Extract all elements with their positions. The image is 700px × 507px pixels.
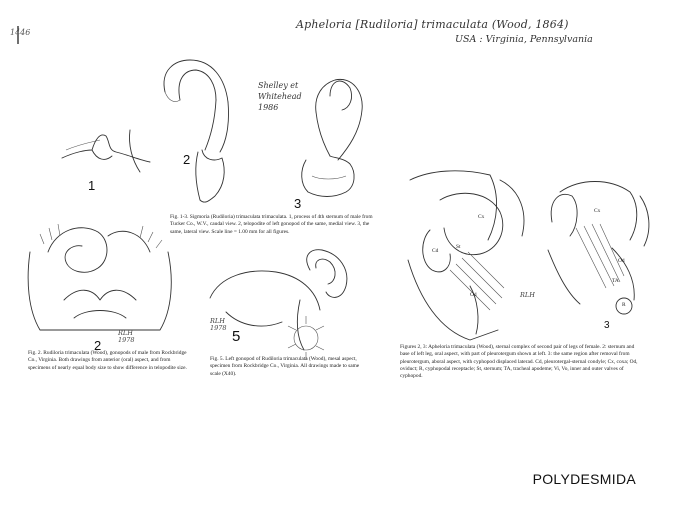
label-r: R xyxy=(622,302,626,308)
fig-number-5: 5 xyxy=(232,328,241,345)
initials-rlh-c: RLH xyxy=(520,291,535,299)
label-ta: TA xyxy=(612,278,619,284)
fig-number-2: 2 xyxy=(183,152,191,167)
label-od-left: Od xyxy=(470,292,477,298)
fig-number-3c: 3 xyxy=(604,320,610,331)
caption-fig1-3: Fig. 1-3. Sigmoria (Rudiloria) trimaculata trimaculata. 1, process of 4th sternum of male from Tucker Co., W.V., caudal view. 2, telopodite of left gonopod of the same, medial view. 3, the same, lateral view. Scale line = 1.00 mm for all figures. xyxy=(170,214,373,235)
initials-rlh-a: RLH 1978 xyxy=(118,329,135,344)
fig3c-sternal-complex-aboral-drawing xyxy=(548,182,649,315)
fig-number-3: 3 xyxy=(294,196,302,211)
label-cx-left: Cx xyxy=(478,214,485,220)
shelley-annotation: Shelley et Whitehead 1986 xyxy=(258,81,302,112)
fig5-gonopod-mesal-drawing xyxy=(210,250,347,360)
initials-rlh-b: RLH 1978 xyxy=(210,317,227,332)
order-footer: POLYDESMIDA xyxy=(532,471,636,487)
margin-note: 1446 xyxy=(10,28,31,37)
locality-header: USA : Virginia, Pennsylvania xyxy=(455,34,593,45)
fig2c-sternal-complex-oral-drawing xyxy=(408,171,524,340)
label-cx-right: Cx xyxy=(594,208,601,214)
taxon-header: Apheloria [Rudiloria] trimaculata (Wood, 1864) xyxy=(296,18,569,31)
fig2b-gonopod-pair-drawing xyxy=(28,224,171,330)
fig2-telopodite-medial-drawing xyxy=(164,60,229,202)
fig-number-2b: 2 xyxy=(94,338,102,353)
label-od-right: Od xyxy=(618,258,625,264)
caption-fig2: Fig. 2. Rudiloria trimaculata (Wood), gonopods of male from Rockbridge Co., Virginia. Both drawings from anterior (oral) aspect, and from specimens of nearly equal body size to show difference in telopodite size. xyxy=(28,350,187,371)
label-st: St xyxy=(456,244,461,250)
caption-fig2-3: Figures 2, 3: Apheloria trimaculata (Wood), sternal complex of second pair of legs of female. 2: sternum and base of left leg, oral aspect, with part of pleurotergum shown at left. 3: the same region after removal from pleurotergum, aboral aspect, with cyphopod displaced laterad. Cd, pleurotergal-sternal condyle; Cx, coxa; Od, oviduct; R, cyphopodal receptacle; St, sternum; TA, tracheal apodeme; Vi, Vo, inner and outer valves of cyphopod. xyxy=(400,344,638,380)
caption-fig5: Fig. 5. Left gonopod of Rudiloria trimaculata (Wood), mesal aspect, specimen from Rockbridge Co., Virginia. All drawings made to same scale (X40). xyxy=(210,356,360,377)
fig1-sternal-process-drawing xyxy=(62,130,150,172)
fig-number-1: 1 xyxy=(88,178,96,193)
label-cd: Cd xyxy=(432,248,439,254)
